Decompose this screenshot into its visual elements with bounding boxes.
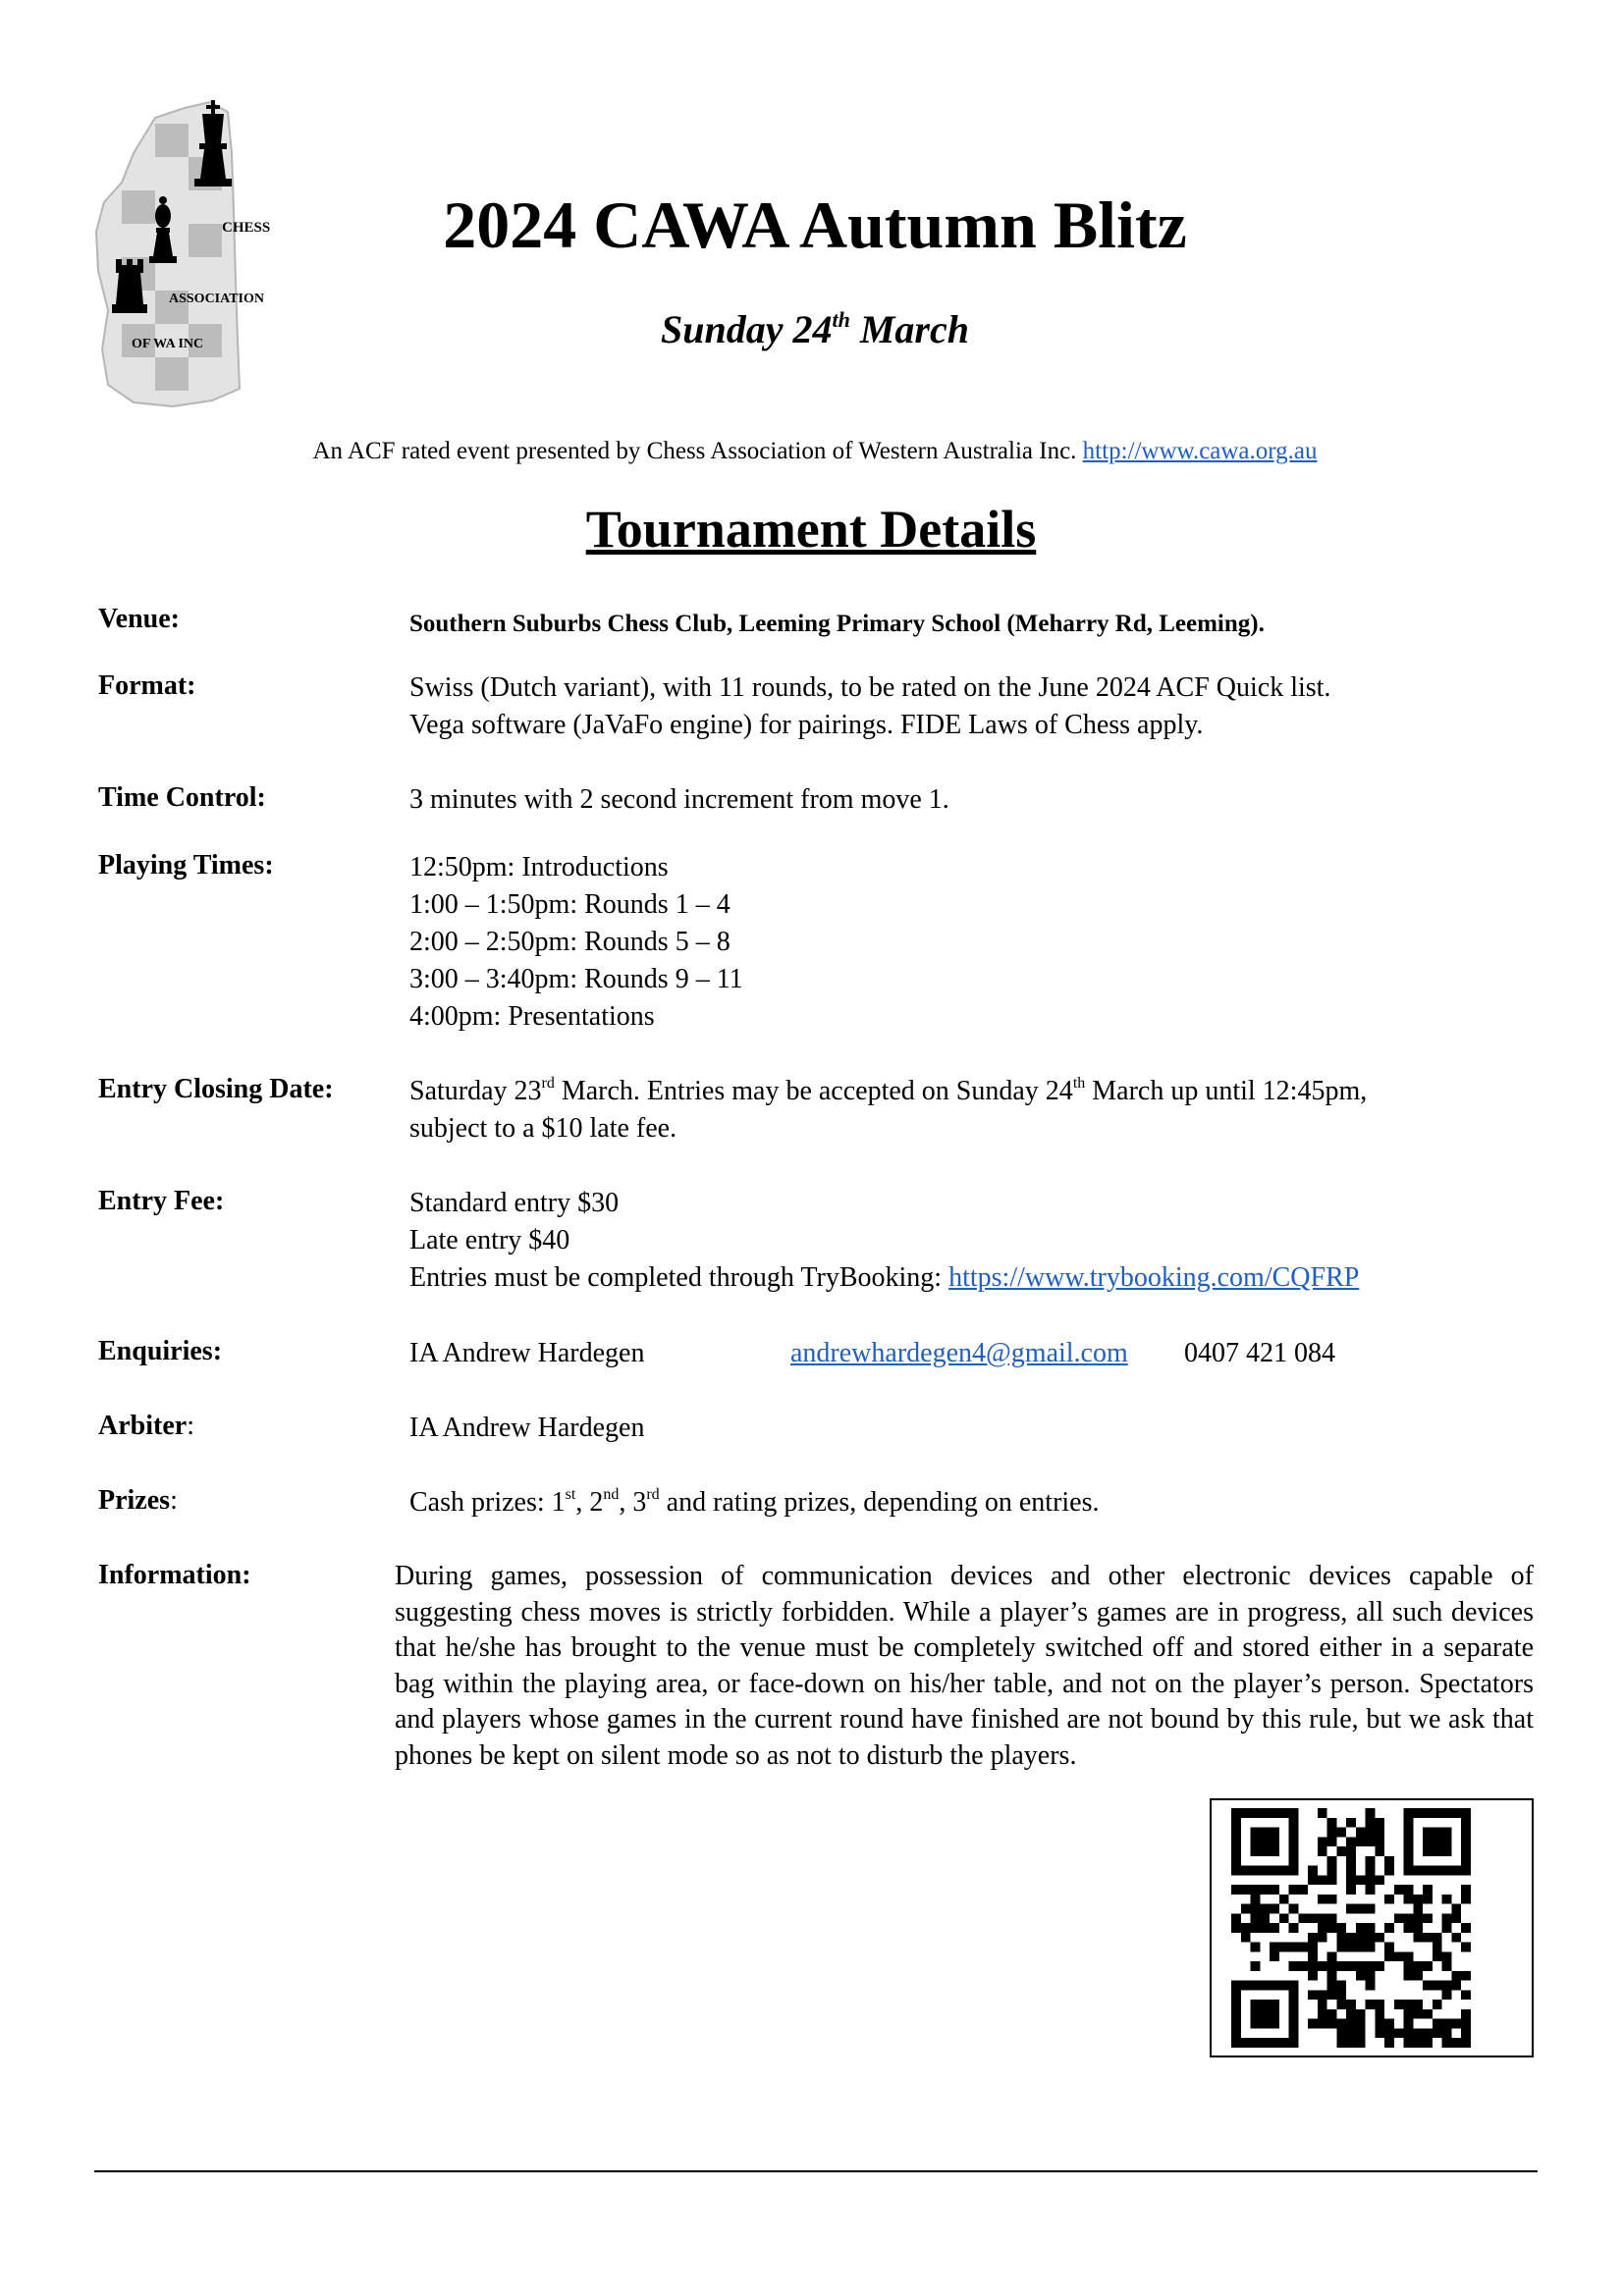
prizes-text: , 3 [619, 1487, 647, 1518]
qr-code-icon [1231, 1808, 1471, 2048]
intro-text: An ACF rated event presented by Chess Association of Western Australia Inc. [312, 438, 1083, 464]
enquiries-label: Enquiries: [98, 1336, 223, 1366]
date-sup: th [832, 307, 850, 332]
entry-fee-late: Late entry $40 [409, 1225, 570, 1255]
entry-fee-booking [409, 1259, 1359, 1297]
prizes-text: , 2 [575, 1487, 604, 1518]
prizes-text: and rating prizes, depending on entries. [659, 1487, 1100, 1518]
page-title: 2024 CAWA Autumn Blitz [443, 187, 1187, 262]
prizes-label [98, 1485, 178, 1517]
qr-code [1210, 1798, 1534, 2057]
prizes-sup: nd [603, 1486, 620, 1503]
wa-map-chessboard-icon [94, 94, 300, 408]
cawa-logo [94, 94, 300, 408]
enquiries-phone: 0407 421 084 [1184, 1338, 1335, 1368]
playing-time-line: 3:00 – 3:40pm: Rounds 9 – 11 [409, 964, 743, 994]
playing-time-line: 12:50pm: Introductions [409, 852, 669, 882]
trybooking-link[interactable]: https://www.trybooking.com/CQFRP [948, 1262, 1360, 1293]
time-control-label: Time Control: [98, 782, 266, 813]
logo-line3: OF WA INC [132, 337, 204, 351]
arbiter-label [98, 1411, 194, 1442]
entry-closing-label: Entry Closing Date: [98, 1074, 334, 1104]
information-label: Information: [98, 1560, 251, 1590]
footer-rule [94, 2170, 1538, 2172]
time-control-value: 3 minutes with 2 second increment from move 1. [409, 784, 949, 815]
prizes-text: Cash prizes: 1 [409, 1487, 566, 1518]
format-label: Format: [98, 670, 196, 701]
arbiter-value: IA Andrew Hardegen [409, 1413, 645, 1443]
entry-fee-standard: Standard entry $30 [409, 1188, 620, 1218]
prizes-value [409, 1484, 1100, 1522]
entry-closing-line-1 [409, 1073, 1367, 1110]
entry-closing-part1: Saturday 23 [409, 1076, 542, 1106]
arbiter-label-text: Arbiter [98, 1411, 188, 1441]
prizes-label-text: Prizes [98, 1485, 171, 1516]
prizes-colon: : [170, 1485, 178, 1516]
date-prefix: Sunday 24 [661, 307, 833, 351]
format-line-1: Swiss (Dutch variant), with 11 rounds, to be rated on the June 2024 ACF Quick list. [409, 672, 1331, 703]
entry-closing-part3: March up until 12:45pm, [1085, 1076, 1368, 1106]
logo-line1: CHESS [222, 220, 271, 236]
format-line-2: Vega software (JaVaFo engine) for pairings. FIDE Laws of Chess apply. [409, 710, 1204, 740]
cawa-website-link[interactable]: http://www.cawa.org.au [1082, 438, 1318, 464]
venue-label: Venue: [98, 604, 180, 634]
booking-text: Entries must be completed through TryBooking: [409, 1262, 949, 1293]
prizes-sup: rd [646, 1486, 660, 1503]
intro-line [128, 438, 1502, 465]
enquiries-name: IA Andrew Hardegen [409, 1338, 645, 1368]
date-suffix: March [849, 307, 969, 351]
prizes-sup: st [565, 1486, 576, 1503]
venue-value: Southern Suburbs Chess Club, Leeming Primary School (Meharry Rd, Leeming). [409, 611, 1265, 637]
enquiries-email-link[interactable]: andrewhardegen4@gmail.com [790, 1338, 1128, 1368]
entry-closing-part2: March. Entries may be accepted on Sunday 24 [554, 1076, 1073, 1106]
playing-time-line: 4:00pm: Presentations [409, 1001, 655, 1032]
entry-fee-label: Entry Fee: [98, 1186, 225, 1216]
entry-closing-line-2: subject to a $10 late fee. [409, 1113, 677, 1144]
arbiter-colon: : [187, 1411, 194, 1441]
playing-time-line: 1:00 – 1:50pm: Rounds 1 – 4 [409, 889, 730, 920]
information-text: During games, possession of communication devices and other electronic devices capable of suggesting chess moves is strictly forbidden. While a player’s games are in progress, all such devices that he/she has brought to the venue must be completely switched off and stored either in a separate bag within the playing area, or face-down on his/her table, and not on the player’s person. Spectators and players whose games in the current round have finished are not bound by this rule, but we ask that phones be kept on silent mode so as not to disturb the players. [395, 1561, 1534, 1771]
playing-time-line: 2:00 – 2:50pm: Rounds 5 – 8 [409, 927, 730, 957]
event-date [550, 306, 1080, 352]
section-heading: Tournament Details [585, 500, 1037, 559]
entry-closing-sup1: rd [541, 1075, 555, 1092]
entry-closing-sup2: th [1072, 1075, 1086, 1092]
logo-line2: ASSOCIATION [169, 292, 264, 306]
playing-times-label: Playing Times: [98, 850, 274, 881]
